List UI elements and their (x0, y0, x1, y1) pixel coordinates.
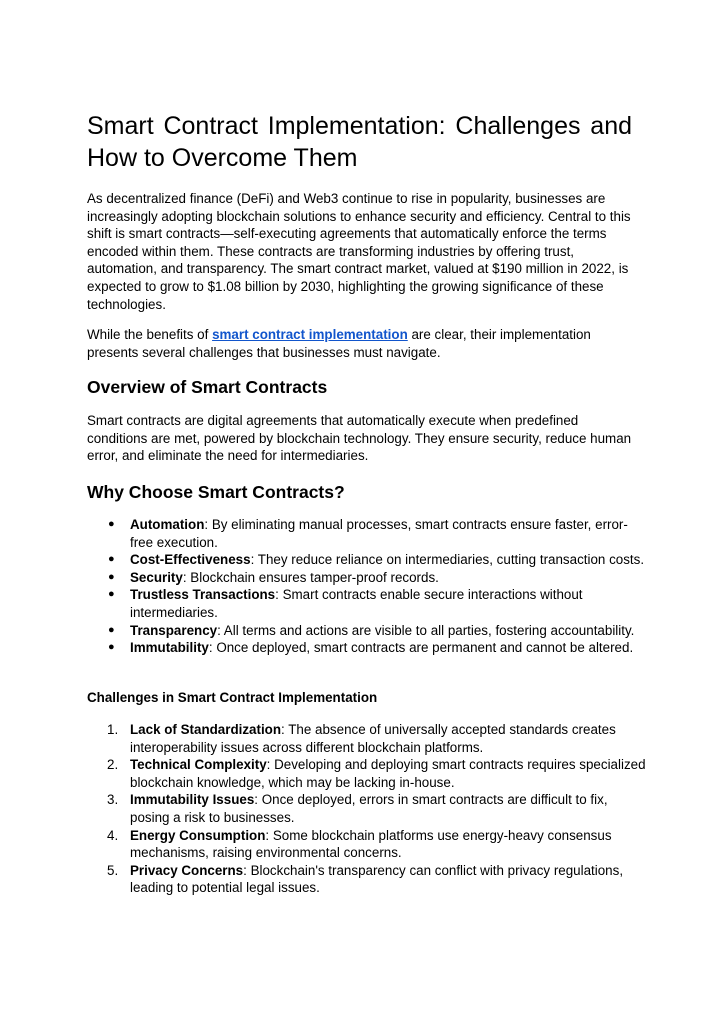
overview-paragraph: Smart contracts are digital agreements that automatically execute when predefined conditions are met, powered by blockchain technology. They ensure security, reduce human error, and eliminate the need for intermediaries. (87, 413, 632, 464)
bullet-icon: ● (108, 623, 115, 636)
item-term: Immutability Issues (130, 792, 255, 808)
item-number: 3. (107, 792, 119, 808)
page-title: Smart Contract Implementation: Challenges and How to Overcome Them (87, 112, 632, 172)
item-desc: : By eliminating manual processes, smart contracts ensure faster, error-free execution. (130, 517, 628, 550)
item-term: Security (130, 569, 183, 585)
list-item (87, 791, 647, 826)
item-term: Immutability (130, 640, 209, 656)
bullet-icon: ● (108, 570, 115, 583)
smart-contract-implementation-link[interactable]: smart contract implementation (212, 327, 408, 342)
why-heading: Why Choose Smart Contracts? (87, 482, 345, 502)
bullet-icon: ● (108, 553, 115, 566)
item-term: Lack of Standardization (130, 722, 282, 737)
item-desc: : Developing and deploying smart contracts requires specialized blockchain knowledge, which may be lacking in-house. (130, 757, 646, 790)
item-term: Trustless Transactions (130, 587, 276, 603)
item-desc: : They reduce reliance on intermediaries, cutting transaction costs. (250, 552, 645, 568)
list-item (87, 862, 647, 897)
item-desc: : Smart contracts enable secure interactions without intermediaries. (130, 587, 583, 620)
item-number: 2. (107, 757, 119, 773)
item-term: Cost-Effectiveness (130, 552, 251, 568)
benefits-paragraph (87, 326, 632, 361)
benefits-text-before: While the benefits of (87, 327, 213, 342)
item-desc: : All terms and actions are visible to all parties, fostering accountability. (217, 622, 635, 638)
item-term: Technical Complexity (130, 757, 267, 773)
list-item (87, 516, 647, 551)
list-item (87, 622, 647, 640)
list-item (87, 569, 647, 587)
overview-heading: Overview of Smart Contracts (87, 377, 328, 397)
benefits-text-after: are clear, their implementation presents several challenges that businesses must navigate. (87, 327, 591, 360)
list-item (87, 551, 647, 569)
challenges-heading: Challenges in Smart Contract Implementation (87, 690, 378, 705)
item-desc: : The absence of universally accepted standards creates interoperability issues across different blockchain platforms. (130, 722, 616, 755)
list-item (87, 827, 647, 862)
item-desc: : Once deployed, smart contracts are permanent and cannot be altered. (208, 640, 634, 656)
item-number: 1. (107, 722, 119, 737)
list-item (87, 721, 647, 756)
list-item (87, 639, 647, 657)
item-desc: : Blockchain ensures tamper-proof records. (182, 569, 439, 585)
item-term: Energy Consumption (130, 827, 266, 843)
intro-paragraph: As decentralized finance (DeFi) and Web3 continue to rise in popularity, businesses are increasingly adopting blockchain solutions to enhance security and efficiency. Central to this shift is smart contracts—self-executing agreements that automatically enforce the terms encoded within them. These contracts are transforming industries by offering trust, automation, and transparency. The smart contract market, valued at $190 million in 2022, is expected to grow to $1.08 billion by 2030, highlighting the growing significance of these technologies. (87, 191, 631, 312)
bullet-icon: ● (108, 588, 115, 601)
list-item (87, 756, 647, 791)
item-number: 5. (107, 862, 119, 878)
item-desc: : Some blockchain platforms use energy-heavy consensus mechanisms, raising environmental concerns. (130, 827, 612, 861)
bullet-icon: ● (108, 518, 115, 530)
challenges-list (87, 721, 647, 897)
item-term: Privacy Concerns (130, 862, 244, 878)
bullet-icon: ● (108, 641, 115, 654)
benefits-list (87, 516, 647, 657)
item-term: Automation (130, 517, 205, 532)
item-desc: : Blockchain's transparency can conflict with privacy regulations, leading to potential legal issues. (130, 862, 624, 896)
item-number: 4. (107, 827, 119, 843)
list-item (87, 586, 647, 621)
item-term: Transparency (130, 622, 218, 638)
item-desc: : Once deployed, errors in smart contracts are difficult to fix, posing a risk to businesses. (130, 792, 608, 825)
